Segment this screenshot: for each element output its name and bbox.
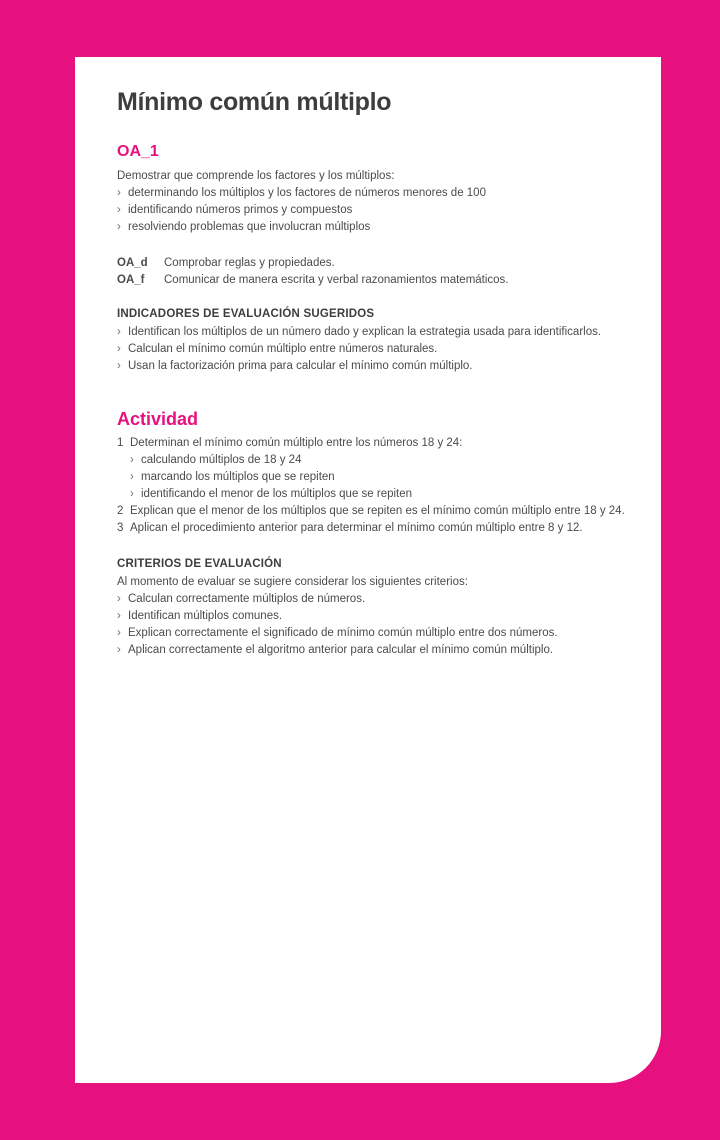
list-item [117, 341, 633, 358]
criterios-heading: CRITERIOS DE EVALUACIÓN [117, 558, 282, 570]
list-item [117, 185, 633, 202]
list-item [117, 202, 633, 219]
bullet-text: determinando los múltiplos y los factores de números menores de 100 [128, 187, 486, 199]
chevron-bullet-icon: › [117, 644, 121, 656]
bullet-text: Usan la factorización prima para calcular el mínimo común múltiplo. [128, 360, 473, 372]
list-item [130, 469, 633, 486]
list-item [117, 642, 633, 659]
chevron-bullet-icon: › [117, 360, 121, 372]
list-item [117, 608, 633, 625]
list-item [117, 324, 633, 341]
indicadores-heading: INDICADORES DE EVALUACIÓN SUGERIDOS [117, 308, 375, 320]
chevron-bullet-icon: › [130, 454, 134, 466]
chevron-bullet-icon: › [130, 488, 134, 500]
oa-reference-row [117, 272, 633, 289]
bullet-text: Identifican múltiplos comunes. [128, 610, 283, 622]
item-text: Explican que el menor de los múltiplos que se repiten es el mínimo común múltiplo entre 18 y 24. [130, 505, 625, 517]
criterios-intro: Al momento de evaluar se sugiere considerar los siguientes criterios: [117, 576, 468, 588]
section-oa1 [117, 143, 633, 289]
item-number: 3 [117, 522, 124, 534]
numbered-item [117, 503, 633, 520]
chevron-bullet-icon: › [117, 593, 121, 605]
list-item [117, 358, 633, 375]
chevron-bullet-icon: › [117, 343, 121, 355]
list-item [117, 591, 633, 608]
section-actividad [117, 409, 633, 537]
chevron-bullet-icon: › [117, 204, 121, 216]
list-item [130, 452, 633, 469]
oa1-heading: OA_1 [117, 143, 159, 160]
oa-text: Comprobar reglas y propiedades. [164, 257, 335, 269]
list-item [117, 625, 633, 642]
page-title: Mínimo común múltiplo [117, 88, 392, 116]
oa-code: OA_d [117, 257, 148, 269]
numbered-item [117, 435, 633, 452]
bullet-text: Identifican los múltiplos de un número dado y explican la estrategia usada para identificarlos. [128, 326, 602, 338]
item-text: Determinan el mínimo común múltiplo entre los números 18 y 24: [130, 437, 463, 449]
bullet-text: identificando números primos y compuestos [128, 204, 353, 216]
bullet-text: Aplican correctamente el algoritmo anterior para calcular el mínimo común múltiplo. [128, 644, 554, 656]
chevron-bullet-icon: › [117, 221, 121, 233]
list-item [130, 486, 633, 503]
bullet-text: marcando los múltiplos que se repiten [141, 471, 335, 483]
bullet-text: resolviendo problemas que involucran múltiplos [128, 221, 371, 233]
list-item [117, 219, 633, 236]
chevron-bullet-icon: › [117, 187, 121, 199]
section-criterios [117, 558, 633, 659]
item-number: 2 [117, 505, 124, 517]
sub-bullets [130, 452, 633, 503]
numbered-item [117, 520, 633, 537]
item-text: Aplican el procedimiento anterior para determinar el mínimo común múltiplo entre 8 y 12. [130, 522, 583, 534]
oa1-intro: Demostrar que comprende los factores y los múltiplos: [117, 170, 395, 182]
chevron-bullet-icon: › [117, 326, 121, 338]
bullet-text: Explican correctamente el significado de mínimo común múltiplo entre dos números. [128, 627, 558, 639]
chevron-bullet-icon: › [117, 610, 121, 622]
bullet-text: Calculan el mínimo común múltiplo entre números naturales. [128, 343, 438, 355]
oa-text: Comunicar de manera escrita y verbal razonamientos matemáticos. [164, 274, 509, 286]
item-number: 1 [117, 437, 124, 449]
bullet-text: calculando múltiplos de 18 y 24 [141, 454, 302, 466]
bullet-text: identificando el menor de los múltiplos que se repiten [141, 488, 413, 500]
oa-references [117, 255, 633, 289]
chevron-bullet-icon: › [130, 471, 134, 483]
oa-reference-row [117, 255, 633, 272]
oa-code: OA_f [117, 274, 145, 286]
bullet-text: Calculan correctamente múltiplos de números. [128, 593, 366, 605]
chevron-bullet-icon: › [117, 627, 121, 639]
document-card [75, 57, 661, 1083]
actividad-heading: Actividad [117, 409, 199, 429]
section-indicadores [117, 308, 633, 375]
